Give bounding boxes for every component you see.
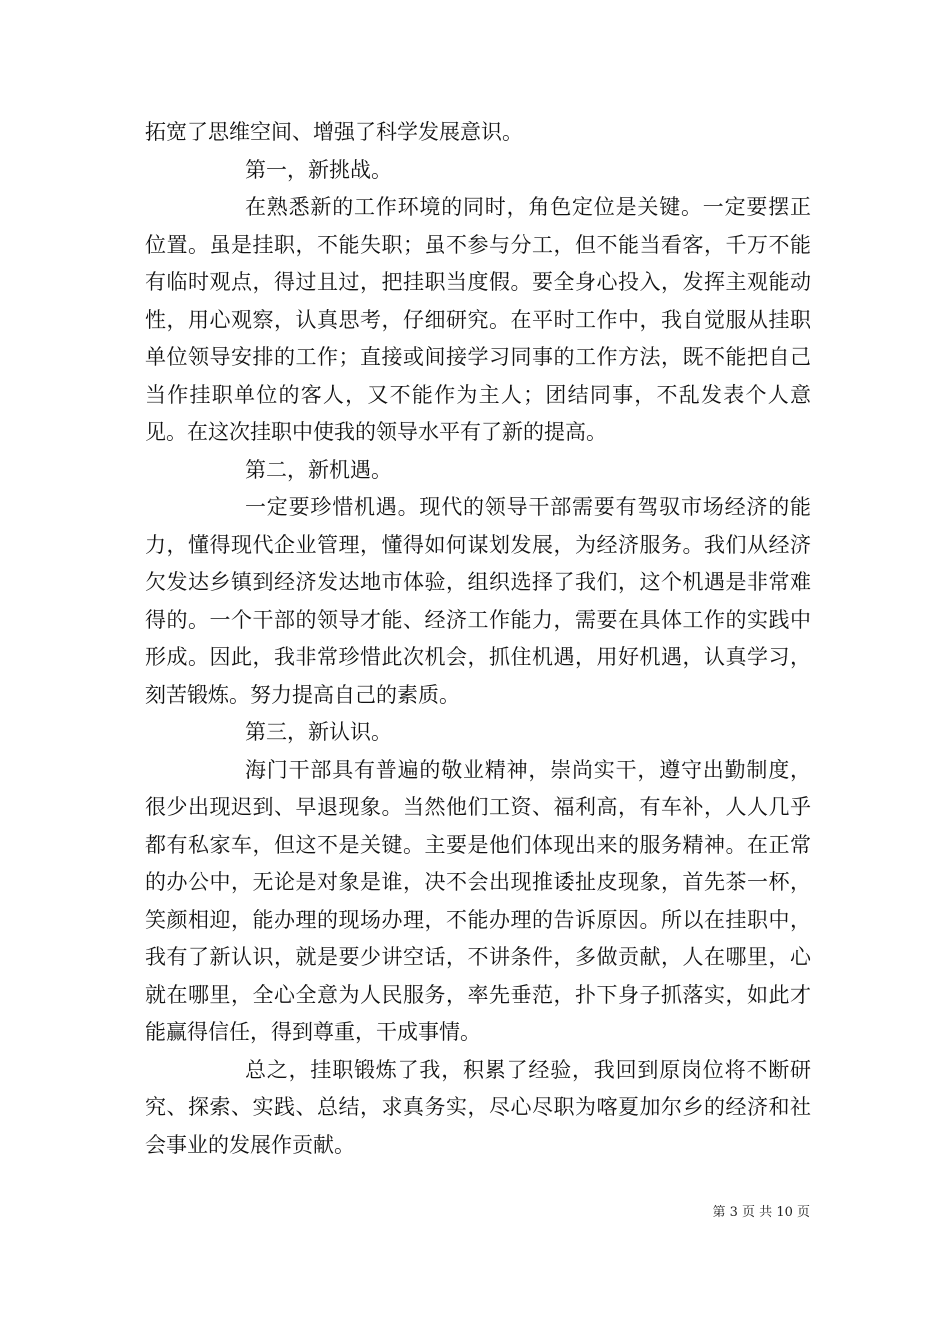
- section-heading-first: 第一，新挑战。: [245, 157, 392, 182]
- paragraph-continuation: 拓宽了思维空间、增强了科学发展意识。: [145, 120, 523, 144]
- paragraph-conclusion: 总之，挂职锻炼了我，积累了经验，我回到原岗位将不断研究、探索、实践、总结，求真务实，尽心尽职为喀夏加尔乡的经济和社会事业的发展作贡献。: [145, 1057, 811, 1157]
- document-body: [145, 114, 811, 1164]
- paragraph-first-body: 在熟悉新的工作环境的同时，角色定位是关键。一定要摆正位置。虽是挂职，不能失职；虽不参与分工，但不能当看客，千万不能有临时观点，得过且过，把挂职当度假。要全身心投入，发挥主观能动性，用心观察，认真思考，仔细研究。在平时工作中，我自觉服从挂职单位领导安排的工作；直接或间接学习同事的工作方法，既不能把自己当作挂职单位的客人，又不能作为主人；团结同事，不乱发表个人意见。在这次挂职中使我的领导水平有了新的提高。: [145, 195, 811, 444]
- section-heading-third: 第三，新认识。: [245, 720, 392, 744]
- page-number-footer: 第 3 页 共 10 页: [712, 1205, 810, 1220]
- section-heading-second: 第二，新机遇。: [245, 457, 392, 482]
- paragraph-second-body: 一定要珍惜机遇。现代的领导干部需要有驾驭市场经济的能力，懂得现代企业管理，懂得如何谋划发展，为经济服务。我们从经济欠发达乡镇到经济发达地市体验，组织选择了我们，这个机遇是非常难得的。一个干部的领导才能、经济工作能力，需要在具体工作的实践中形成。因此，我非常珍惜此次机会，抓住机遇，用好机遇，认真学习，刻苦锻炼。努力提高自己的素质。: [145, 495, 811, 707]
- paragraph-third-body: 海门干部具有普遍的敬业精神，崇尚实干，遵守出勤制度，很少出现迟到、早退现象。当然他们工资、福利高，有车补，人人几乎都有私家车，但这不是关键。主要是他们体现出来的服务精神。在正常的办公中，无论是对象是谁，决不会出现推诿扯皮现象，首先茶一杯，笑颜相迎，能办理的现场办理，不能办理的告诉原因。所以在挂职中，我有了新认识，就是要少讲空话，不讲条件，多做贡献，人在哪里，心就在哪里，全心全意为人民服务，率先垂范，扑下身子抓落实，如此才能赢得信任，得到尊重，干成事情。: [145, 757, 811, 1044]
